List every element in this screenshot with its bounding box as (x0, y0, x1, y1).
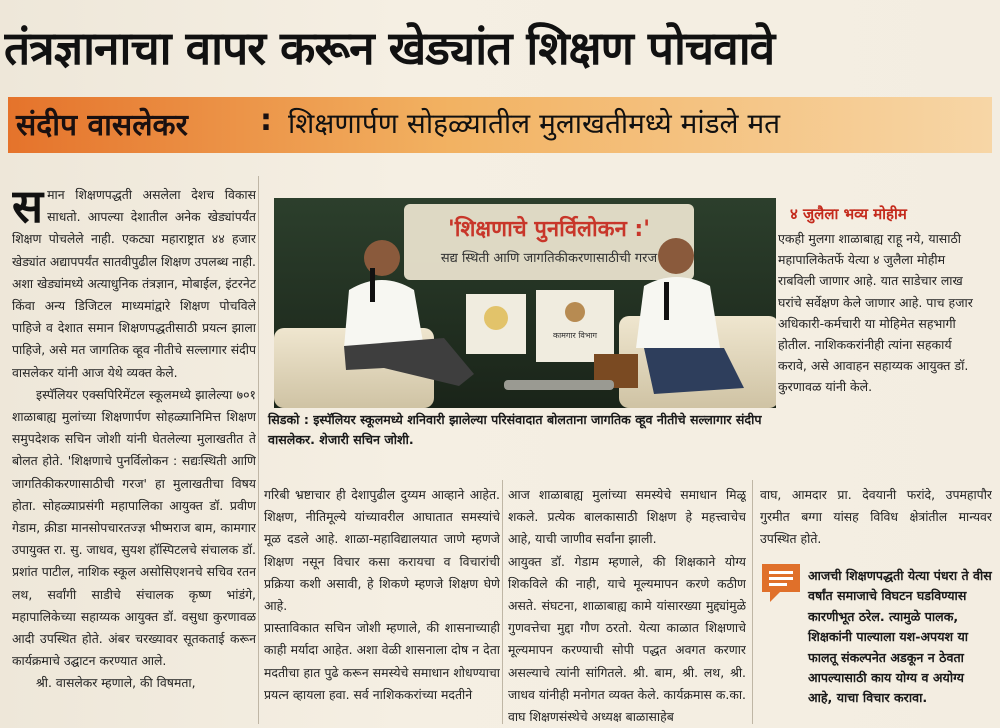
article-paragraph: आज शाळाबाह्य मुलांच्या समस्येचे समाधान मिळू शकले. प्रत्येक बालकासाठी शिक्षण हे महत्त्वाचेच आहे, याची जाणीव सर्वांना झाली. आयुक्त डॉ. गेडाम म्हणाले, की शिक्षकाने योग्य शिकविले की नाही, याचे मूल्यमापन करणे कठीण असते. संघटना, शाळाबाह्य कामे यांसारख्या मुद्द्यांमुळे गुणवत्तेचा मुद्दा गौण ठरतो. येत्या काळात शिक्षणाचे मूल्यमापन करण्याची सोपी पद्धत अवगत करणार असल्याचे त्यांनी सांगितले. श्री. बाम, श्री. लथ, श्री. जाधव यांनीही मनोगत व्यक्त केले. कार्यक्रमास क.का. वाघ शिक्षणसंस्थेचे अध्यक्ष बाळासाहेब (508, 487, 746, 724)
speech-bubble-lines-icon (758, 560, 804, 606)
sidebar-body: एकही मुलगा शाळाबाह्य राहू नये, यासाठी महापालिकेतर्फे येत्या ४ जुलैला मोहीम राबविली जाणार आहे. यात साडेचार लाख घरांचे सर्वेक्षण केले जाणार आहे. पाच हजार अधिकारी-कर्मचारी या मोहिमेत सहभागी होतील. नाशिककरांनीही त्यांना सहकार्य करावे, असे आवाहन सहाय्यक आयुक्त डॉ. कुरणावळ यांनी केले. (778, 231, 973, 395)
subheadline-separator: : (260, 103, 272, 138)
pull-quote: आजची शिक्षणपद्धती येत्या पंधरा ते वीस वर्षांत समाजाचे विघटन घडविण्यास कारणीभूत ठरेल. त्यामुळे पालक, शिक्षकांनी पाल्याला यश-अपयश या फालतू संकल्पनेत अडकून न ठेवता आपल्यासाठी काय योग्य व अयोग्य आहे, याचा विचार करावा. (808, 568, 992, 706)
article-paragraph: गरिबी भ्रष्टाचार ही देशापुढील दुय्यम आव्हाने आहेत. शिक्षण, नीतिमूल्ये यांच्यावरील आघातात समस्यांचे मूळ दडले आहे. शाळा-महाविद्यालयात जाणे म्हणजे शिक्षण नसून विचार कसा करायचा व विचारांची प्रक्रिया कशी असावी, हे शिकणे म्हणजे शिक्षण घेणे आहे. प्रास्ताविकात सचिन जोशी म्हणाले, की शासनाच्याही काही मर्यादा आहेत. अशा वेळी शासनाला दोष न देता मदतीचा हात पुढे करून समस्येचे समाधान शोधण्याचा प्रयत्न व्हायला हवा. सर्व नाशिककरांच्या मदतीने (264, 487, 500, 702)
article-paragraph: समान शिक्षणपद्धती असलेला देशच विकास साधतो. आपल्या देशातील अनेक खेड्यांपर्यंत शिक्षण पोचलेले नाही. एकट्या महाराष्ट्रात ४४ हजार खेड्यांत अद्यापपर्यंत सातवीपुढील शिक्षण उपलब्ध नाही. अशा खेड्यांमध्ये अत्याधुनिक तंत्रज्ञान, मोबाईल, इंटरनेट किंवा अन्य डिजिटल माध्यमांद्वारे शिक्षण पोचविले पाहिजे व देशात समान शिक्षणपद्धतीसाठी प्रयत्न झाला पाहिजे, असे मत जागतिक व्हूव नीतीचे सल्लागार संदीप वासलेकर यांनी आज येथे व्यक्त केले. (12, 184, 256, 380)
article-column-2 (264, 484, 500, 724)
headline: तंत्रज्ञानाचा वापर करून खेड्यांत शिक्षण पोचवावे (4, 21, 775, 75)
column-divider (752, 480, 753, 724)
article-column-1 (12, 184, 256, 720)
subheadline-text: शिक्षणार्पण सोहळ्यातील मुलाखतीमध्ये मांडले मत (288, 107, 781, 140)
article-paragraph: वाघ, आमदार प्रा. देवयानी फरांदे, उपमहापौर गुरमीत बग्गा यांसह विविध क्षेत्रांतील मान्यवर उपस्थित होते. (760, 487, 992, 547)
column-divider (502, 480, 503, 724)
article-column-3 (508, 484, 746, 724)
photo-illustration (274, 198, 776, 408)
subheadline-name: संदीप वासलेकर (16, 108, 188, 143)
dropcap: स (12, 184, 44, 233)
article-paragraph: श्री. वासलेकर म्हणाले, की विषमता, (36, 675, 196, 691)
article-column-4 (760, 484, 992, 554)
column-divider (258, 176, 259, 724)
banner-title: 'शिक्षणाचे पुनर्विलोकन :' (448, 217, 650, 242)
subheadline-bar (8, 97, 992, 153)
photo-caption: सिडको : इस्पॅलियर स्कूलमध्ये शनिवारी झालेल्या परिसंवादात बोलताना जागतिक व्हूव नीतीचे सल्लागार संदीप वासलेकर. शेजारी सचिन जोशी. (268, 412, 762, 447)
event-photo (274, 198, 776, 408)
board-text: कामगार विभाग (552, 331, 598, 340)
sidebar-heading: ४ जुलैला भव्य मोहीम (790, 205, 907, 223)
article-paragraph: इस्पॅलियर एक्सपिरिमेंटल स्कूलमध्ये झालेल्या ७०१ शाळाबाह्य मुलांच्या शिक्षणार्पण सोहळ्यानिमित्त शिक्षण समुपदेशक सचिन जोशी यांनी घेतलेल्या मुलाखतीत ते बोलत होते. 'शिक्षणाचे पुनर्विलोकन : सद्यःस्थिती आणि जागतिकीकरणासाठीची गरज' हा मुलाखतीचा विषय होता. सोहळ्याप्रसंगी महापालिका आयुक्त डॉ. प्रवीण गेडाम, क्रीडा मानसोपचारतज्ज्ञ भीष्मराज बाम, कामगार उपायुक्त रा. सु. जाधव, सुयश हॉस्पिटलचे संचालक डॉ. प्रशांत पाटील, नाशिक स्कूल असोसिएशनचे सचिव रतन लथ, सर्वांगी साडीचे संचालक कृष्ण भांडंगे, महापालिकेच्या सहाय्यक आयुक्त डॉ. वसुधा कुरणावळ आदी उपस्थित होते. अंबर चरख्यावर सूतकताई करून कार्यक्रमाचे उद्घाटन करण्यात आले. (12, 386, 256, 669)
banner-subtitle: सद्य स्थिती आणि जागतिकीकरणासाठीची गरज (440, 251, 658, 266)
